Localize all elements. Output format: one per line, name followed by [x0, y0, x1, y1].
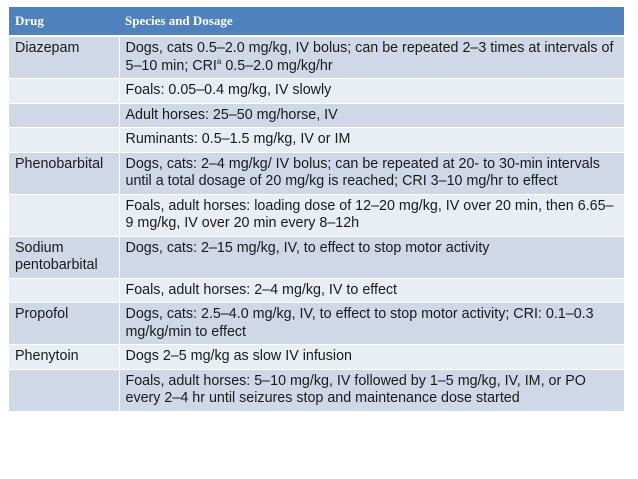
dosage-cell: Foals, adult horses: 5–10 mg/kg, IV followed by 1–5 mg/kg, IV, IM, or PO every 2–4 hr until seizures stop and maintenance dose started	[119, 369, 624, 411]
table-row	[9, 103, 624, 128]
table-row	[9, 128, 624, 153]
table-row	[9, 36, 624, 79]
drug-cell	[9, 103, 119, 128]
drug-cell: Propofol	[9, 303, 119, 345]
drug-cell	[9, 128, 119, 153]
header-species-dosage: Species and Dosage	[119, 7, 624, 36]
table-row	[9, 345, 624, 370]
dosage-cell: Foals, adult horses: loading dose of 12–20 mg/kg, IV over 20 min, then 6.65–9 mg/kg, IV over 20 min every 8–12h	[119, 194, 624, 236]
drug-cell: Phenobarbital	[9, 152, 119, 194]
dosage-text: Dogs, cats 0.5–2.0 mg/kg, IV bolus; can be repeated 2–3 times at intervals of 5–10 min; CRI	[125, 40, 614, 74]
drug-cell	[9, 79, 119, 104]
dosage-cell: Adult horses: 25–50 mg/horse, IV	[119, 103, 624, 128]
footnote-marker: a	[216, 56, 222, 66]
dosage-cell: Dogs 2–5 mg/kg as slow IV infusion	[119, 345, 624, 370]
dosage-text: 0.5–2.0 mg/kg/hr	[221, 57, 333, 74]
dosage-cell: Dogs, cats: 2–4 mg/kg/ IV bolus; can be repeated at 20- to 30-min intervals until a total dosage of 20 mg/kg is reached; CRI 3–10 mg/hr to effect	[119, 152, 624, 194]
drug-cell: Phenytoin	[9, 345, 119, 370]
table-row	[9, 303, 624, 345]
dosage-cell: Dogs, cats: 2.5–4.0 mg/kg, IV, to effect to stop motor activity; CRI: 0.1–0.3 mg/kg/min to effect	[119, 303, 624, 345]
dosage-cell: Foals: 0.05–0.4 mg/kg, IV slowly	[119, 79, 624, 104]
table-row	[9, 369, 624, 411]
drug-cell	[9, 194, 119, 236]
drug-cell	[9, 369, 119, 411]
drug-cell: Sodium pentobarbital	[9, 236, 119, 278]
table-row	[9, 194, 624, 236]
dosage-cell: Dogs, cats: 2–15 mg/kg, IV, to effect to stop motor activity	[119, 236, 624, 278]
table-row	[9, 152, 624, 194]
table-row	[9, 236, 624, 278]
drug-cell	[9, 278, 119, 303]
drug-cell: Diazepam	[9, 36, 119, 79]
table-row	[9, 79, 624, 104]
table-row	[9, 278, 624, 303]
header-drug: Drug	[9, 7, 119, 36]
dosage-cell: Ruminants: 0.5–1.5 mg/kg, IV or IM	[119, 128, 624, 153]
dosage-cell	[119, 36, 624, 79]
header-row	[9, 7, 624, 36]
dosage-table	[9, 7, 625, 412]
dosage-cell: Foals, adult horses: 2–4 mg/kg, IV to effect	[119, 278, 624, 303]
